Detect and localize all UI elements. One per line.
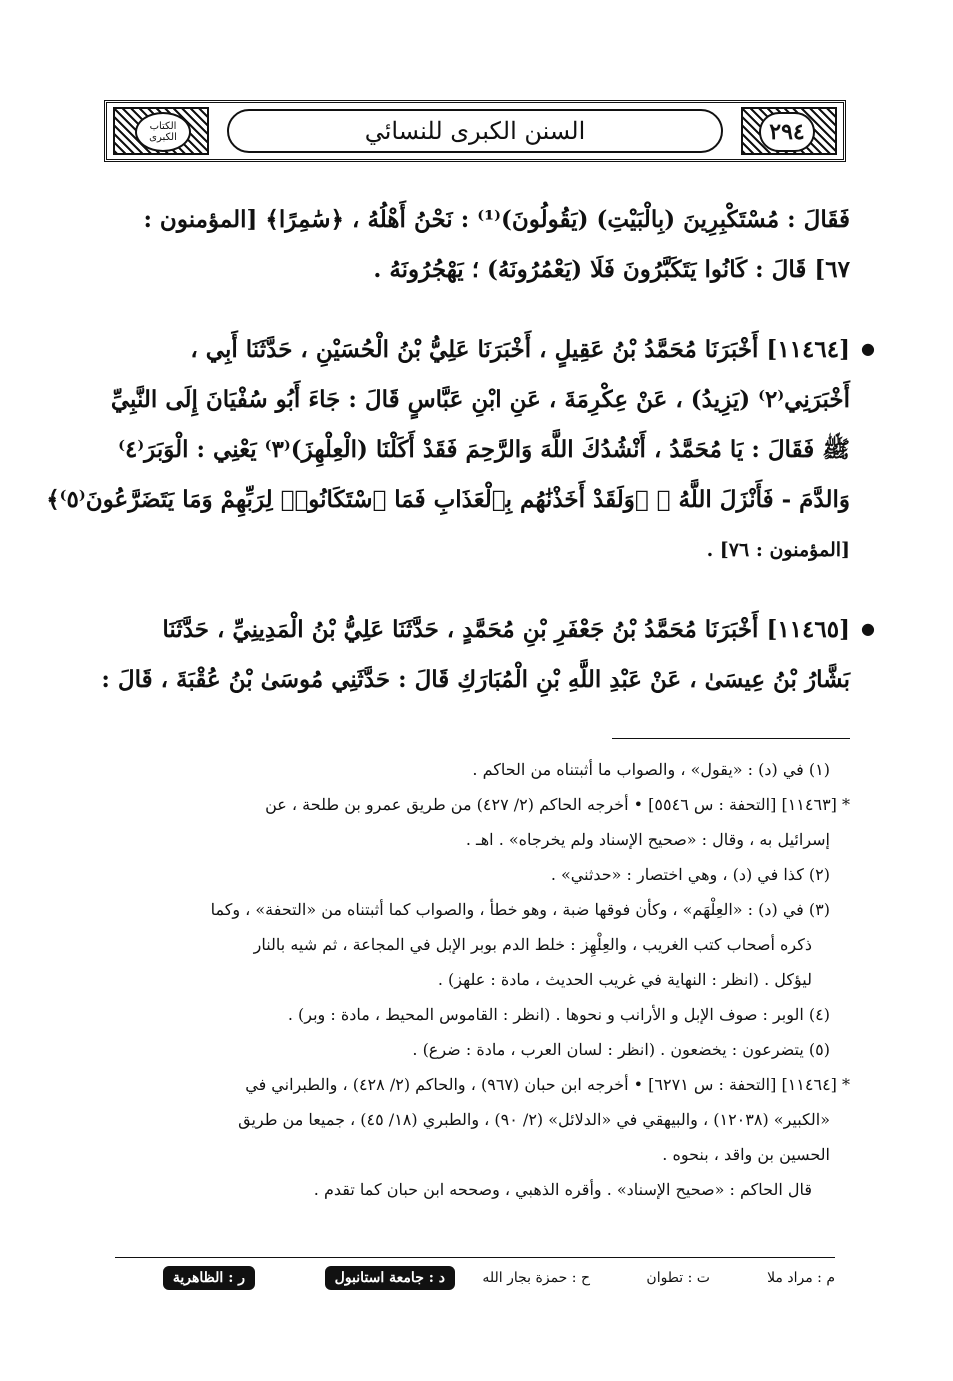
footnote: ذكره أصحاب كتب الغريب ، والعِلْهِز : خلط الدم بوبر الإبل في المجاعة ، ثم شيه بالنار — [253, 935, 812, 954]
text-line: [المؤمنون : ٧٦] . — [706, 539, 850, 561]
text-line: ﷺ فَقَالَ : يَا مُحَمَّدُ ، أَنْشُدُكَ اللَّهَ وَالرَّحِمَ فَقَدْ أَكَلْنَا (الْعِلْهِزَ)⁽٣⁾ يَعْنِي : الْوَبَرَ⁽٤⁾ — [118, 436, 850, 463]
manuscript-d-badge: د : جامعة استانبول — [325, 1266, 455, 1290]
footnote: ليؤكل . (انظر : النهاية في غريب الحديث ، مادة : علهز) . — [437, 970, 812, 989]
text-line: [١١٤٦٥] أَخْبَرَنَا مُحَمَّدُ بْنُ جَعْفَرِ بْنِ مُحَمَّدٍ ، حَدَّثَنَا عَلِيُّ بْنُ الْمَدِينِيِّ ، حَدَّثَنَا — [162, 616, 850, 643]
footnote: (٤) الوبر : صوف الإبل و الأرانب و نحوها . (انظر : القاموس المحيط ، مادة : وبر) . — [287, 1005, 830, 1024]
manuscript-m: م : مراد ملا — [767, 1270, 835, 1286]
footnote: (٢) كذا في (د) ، وهي اختصار : «حدثني» . — [550, 865, 830, 884]
text-line: بَشَّارُ بْنُ عِيسَىٰ ، عَنْ عَبْدِ اللَّهِ بْنِ الْمُبَارَكِ قَالَ : حَدَّثَنِي مُوسَىٰ بْنُ عُقْبَةَ ، قَالَ : — [101, 666, 850, 693]
page-number: ٢٩٤ — [759, 112, 815, 152]
footnote: * [١١٤٦٤] [التحفة : س ٦٢٧١] • أخرجه ابن حبان (٩٦٧) ، والحاكم (٢/ ٤٢٨) ، والطبراني في — [245, 1075, 850, 1094]
text-line: فَقَالَ : مُسْتَكْبِرِينَ (بِالْبَيْتِ) (يَقُولُونَ)⁽¹⁾ : نَحْنُ أَهْلُهُ ، ﴿سَٰمِرًا﴾ [المؤمنون : — [143, 206, 850, 233]
text-line: ٦٧] قَالَ : كَانُوا يَتَكَبَّرُونَ فَلَا (يَعْمُرُونَهُ) ؛ يَهْجُرُونَهُ . — [373, 256, 850, 283]
text-line: [١١٤٦٤] أَخْبَرَنَا مُحَمَّدُ بْنُ عَقِيلٍ ، أَخْبَرَنَا عَلِيُّ بْنُ الْحُسَيْنِ ، حَدَّثَنَا أَبِي ، — [190, 336, 850, 363]
footnote: إسرائيل به ، وقال : «صحيح الإسناد ولم يخرجاه» . اهـ . — [465, 830, 830, 849]
hadith-11465 — [100, 605, 875, 705]
footnote: «الكبير» (١٢٠٣٨) ، والبيهقي في «الدلائل» (٢/ ٩٠) ، والطبري (١٨/ ٤٥) ، جميعا من طريق — [238, 1110, 830, 1129]
ornament-left — [113, 107, 209, 155]
footnote: (١) في (د) : «يقول» ، والصواب ما أثبتناه من الحاكم . — [472, 760, 830, 779]
bullet-icon: ● — [861, 619, 875, 638]
manuscript-key — [115, 1265, 835, 1299]
page-header — [104, 100, 846, 162]
footnote: * [١١٤٦٣] [التحفة : س ٥٥٤٦] • أخرجه الحاكم (٢/ ٤٢٧) من طريق عمرو بن طلحة ، عن — [265, 795, 850, 814]
manuscript-r-badge: ر : الظاهرية — [163, 1266, 255, 1290]
logo-text: الكتاب الكبرى — [149, 121, 177, 143]
manuscript-h: ح : حمزة بجار الله — [482, 1270, 590, 1286]
footer-rule — [115, 1257, 835, 1258]
book-title: السنن الكبرى للنسائي — [227, 109, 723, 153]
footnotes — [100, 752, 850, 1207]
main-text — [46, 195, 875, 705]
bullet-icon: ● — [861, 339, 875, 358]
footnote-separator — [612, 738, 850, 739]
ornament-right — [741, 107, 837, 155]
footnote: قال الحاكم : «صحيح الإسناد» . وأقره الذهبي ، وصححه ابن حبان كما تقدم . — [313, 1180, 812, 1199]
text-line: وَالدَّمَ - فَأَنْزَلَ اللَّهُ ﷻ ﴿وَلَقَدْ أَخَذْنَٰهُم بِٱلْعَذَابِ فَمَا ٱسْتَكَانُوا۟ لِرَبِّهِمْ وَمَا يَتَضَرَّعُونَ⁽٥⁾﴾ — [46, 486, 850, 513]
hadith-11464 — [46, 325, 875, 575]
book-logo — [135, 112, 191, 152]
manuscript-t: ت : تطوان — [646, 1270, 710, 1286]
text-line: أَخْبَرَنِي⁽٢⁾ (يَزِيدُ) ، عَنْ عِكْرِمَةَ ، عَنِ ابْنِ عَبَّاسٍ قَالَ : جَاءَ أَبُو سُفْيَانَ إِلَى النَّبِيِّ — [110, 386, 850, 413]
footnote: (٥) يتضرعون : يخضعون . (انظر : لسان العرب ، مادة : ضرع) . — [412, 1040, 830, 1059]
footnote: الحسين بن واقد ، بنحوه . — [662, 1145, 830, 1164]
footnote: (٣) في (د) : «العِلْهَم» ، وكأن فوقها ضبة ، وهو خطأ ، والصواب كما أثبتناه من «التحفة» ، وكما — [210, 900, 830, 919]
